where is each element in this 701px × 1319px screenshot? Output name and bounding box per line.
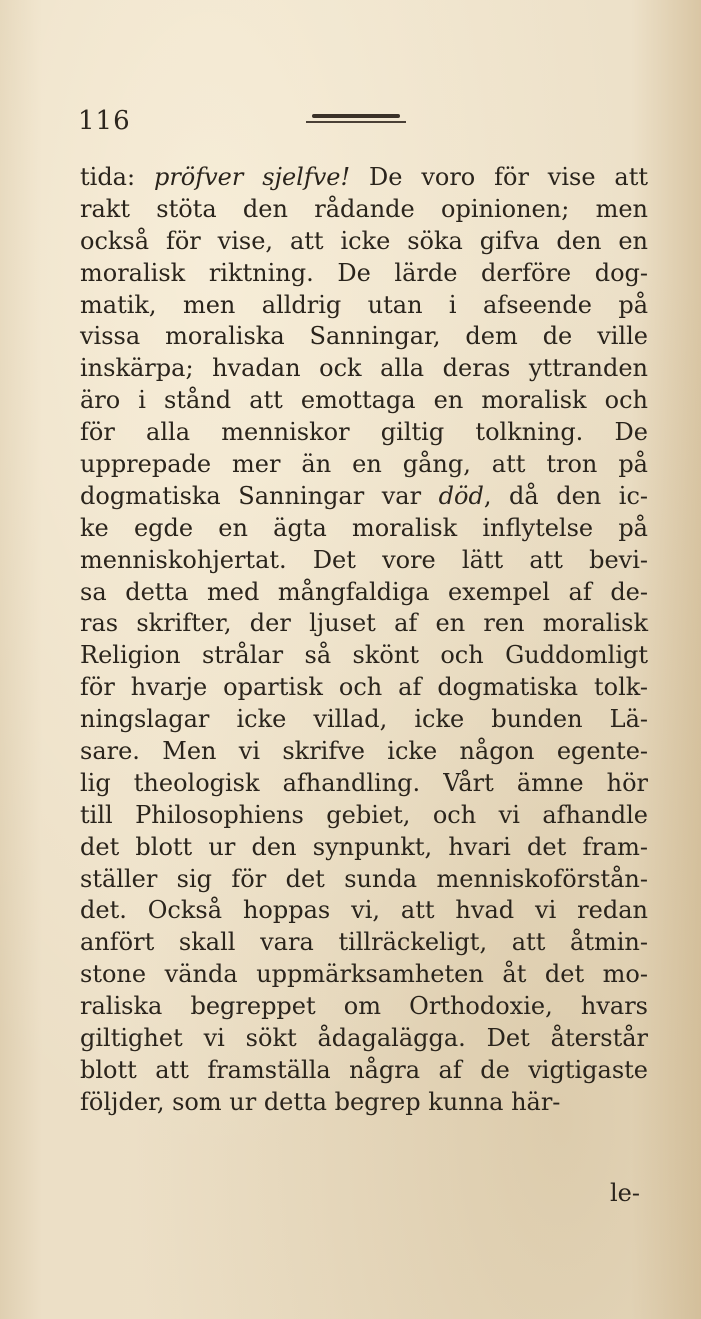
text-line-segment: det. Också hoppas vi, att hvad vi redan (80, 896, 648, 925)
text-line-segment: sa detta med mångfaldiga exempel af de- (80, 577, 648, 606)
text-line-segment: stone vända uppmärksamheten åt det mo- (80, 960, 648, 989)
text-line-segment: menniskohjertat. Det vore lätt att bevi- (80, 545, 648, 574)
text-line (80, 194, 648, 226)
text-line (80, 832, 648, 864)
catchword: le- (610, 1179, 640, 1207)
text-line-segment: det blott ur den synpunkt, hvari det fram- (80, 832, 648, 861)
text-line-segment: ke egde en ägta moralisk inflytelse på (80, 513, 648, 542)
text-line (80, 927, 648, 959)
text-line (80, 608, 648, 640)
text-line-segment: sare. Men vi skrifve icke någon egente- (80, 737, 648, 766)
text-line-segment: följder, som ur detta begrep kunna här- (80, 1087, 561, 1116)
text-line (80, 290, 648, 322)
text-line-segment: för alla menniskor giltig tolkning. De (80, 418, 648, 447)
ornament-bar-bottom (306, 121, 406, 123)
text-line-segment: giltighet vi sökt ådagalägga. Det återstår (80, 1024, 648, 1053)
text-line-segment: rakt stöta den rådande opinionen; men (80, 194, 648, 223)
text-line (80, 640, 648, 672)
text-line-segment: blott att framställa några af de vigtigaste (80, 1055, 648, 1084)
text-line (80, 895, 648, 927)
page-header (78, 106, 638, 146)
text-line (80, 1023, 648, 1055)
text-line (80, 417, 648, 449)
text-line (80, 991, 648, 1023)
text-line-segment: tida: (80, 163, 154, 191)
text-line-segment: dogmatiska Sanningar var (80, 481, 439, 510)
header-ornament-icon (306, 114, 406, 126)
text-line (80, 385, 648, 417)
text-line-segment: ställer sig för det sunda menniskoförstån- (80, 864, 648, 893)
text-line-segment: till Philosophiens gebiet, och vi afhandle (80, 800, 648, 829)
text-line-segment: lig theologisk afhandling. Vårt ämne hör (80, 768, 648, 797)
text-line (80, 959, 648, 991)
text-line (80, 1055, 648, 1087)
text-line (80, 864, 648, 896)
body-text (80, 162, 648, 1119)
text-line (80, 768, 648, 800)
text-line-segment: också för vise, att icke söka gifva den en (80, 226, 648, 255)
text-line (80, 577, 648, 609)
text-line-segment: ras skrifter, der ljuset af en ren moralisk (80, 609, 648, 638)
text-line-segment: De voro för vise att (350, 163, 648, 191)
text-line (80, 1087, 648, 1119)
text-line-segment: ningslagar icke villad, icke bunden Lä- (80, 705, 648, 734)
text-line (80, 162, 648, 194)
text-line-segment: moralisk riktning. De lärde derföre dog- (80, 258, 648, 287)
text-line-segment: Religion strålar så skönt och Guddomligt (80, 641, 648, 670)
text-line-segment: raliska begreppet om Orthodoxie, hvars (80, 992, 648, 1021)
text-line (80, 258, 648, 290)
text-line-segment: matik, men alldrig utan i afseende på (80, 290, 648, 319)
text-line (80, 736, 648, 768)
text-line-emphasis: död (438, 481, 484, 510)
text-line (80, 800, 648, 832)
ornament-bar-top (312, 114, 400, 118)
text-line (80, 226, 648, 258)
text-line (80, 449, 648, 481)
text-line (80, 513, 648, 545)
text-line-segment: vissa moraliska Sanningar, dem de ville (80, 322, 648, 351)
text-line (80, 545, 648, 577)
text-line (80, 704, 648, 736)
text-line-segment: upprepade mer än en gång, att tron på (80, 450, 648, 479)
text-line-emphasis: pröfver sjelfve! (153, 163, 351, 191)
text-line (80, 672, 648, 704)
text-line-segment: , då den ic- (483, 481, 649, 510)
text-line-segment: inskärpa; hvadan ock alla deras yttranden (80, 354, 648, 383)
text-line-segment: anfört skall vara tillräckeligt, att åtmin- (80, 928, 648, 957)
text-line (80, 353, 648, 385)
text-line (80, 481, 648, 513)
text-line-segment: äro i stånd att emottaga en moralisk och (80, 386, 648, 415)
text-line-segment: för hvarje opartisk och af dogmatiska tolk- (80, 673, 648, 702)
page-number: 116 (78, 106, 131, 136)
text-line (80, 321, 648, 353)
